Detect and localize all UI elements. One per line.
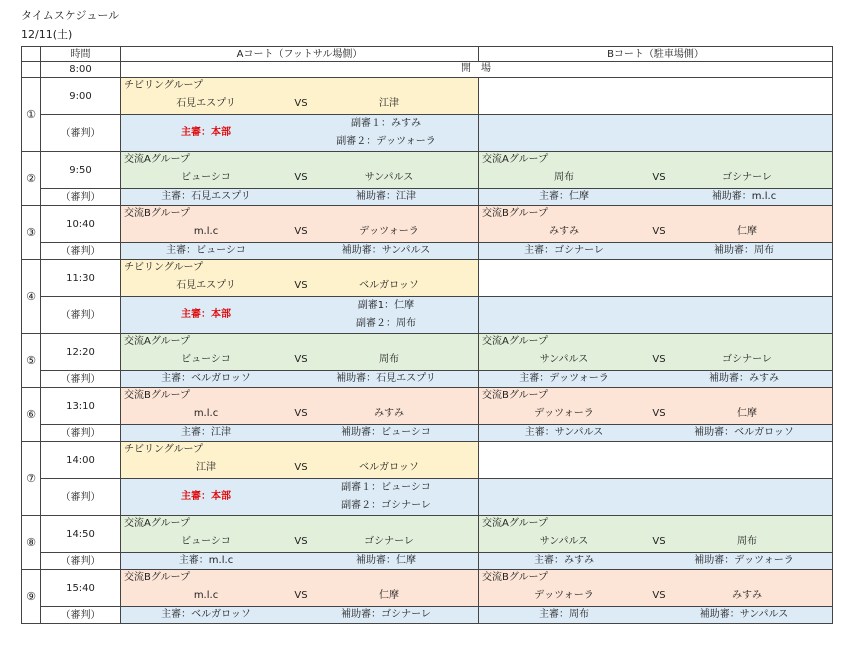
team-2: みすみ — [732, 590, 762, 601]
referee-label: （審判） — [41, 371, 121, 388]
main-referee: 主審：ベルガロッソ — [161, 609, 251, 620]
slot-match-row — [22, 570, 833, 607]
schedule-table — [21, 46, 833, 624]
team-1: デッツォーラ — [534, 408, 594, 419]
group-label: 交流Aグループ — [482, 518, 549, 529]
assistant-referee: 補助審：m.l.c — [711, 191, 777, 202]
vs-label: VS — [652, 590, 666, 601]
main-referee: 主審：サンパルス — [524, 427, 604, 438]
team-1: 石見エスプリ — [176, 98, 236, 109]
group-label: 交流Aグループ — [482, 336, 549, 347]
sub-referee-2: 副審２：デッツォーラ — [336, 136, 436, 147]
main-referee: 主審：江津 — [181, 427, 231, 438]
group-label: 交流Aグループ — [124, 518, 191, 529]
team-2: ゴシナーレ — [722, 354, 772, 365]
slot-number: ⑥ — [22, 388, 41, 442]
vs-label: VS — [652, 408, 666, 419]
group-label: 交流Bグループ — [482, 390, 549, 401]
slot-match-row — [22, 152, 833, 189]
opening-label-1: 開 — [461, 63, 471, 74]
sub-referee-1: 副審1：仁摩 — [357, 300, 415, 311]
court-b-referees — [479, 371, 833, 388]
sub-referee-2: 副審２：ゴシナーレ — [341, 500, 431, 511]
court-a-referees — [121, 425, 479, 442]
court-a-match — [121, 206, 479, 243]
court-b-match — [479, 206, 833, 243]
slot-number: ⑤ — [22, 334, 41, 388]
court-b-referees — [479, 553, 833, 570]
slot-match-row — [22, 206, 833, 243]
opening-row — [22, 62, 833, 78]
main-referee: 主審：本部 — [181, 127, 231, 138]
main-referee: 主審：ベルガロッソ — [161, 373, 251, 384]
referee-label: （審判） — [41, 297, 121, 334]
vs-label: VS — [294, 280, 308, 291]
slot-match-row — [22, 334, 833, 371]
slot-match-row — [22, 78, 833, 115]
slot-referee-row — [22, 297, 833, 334]
slot-time: 14:50 — [41, 516, 121, 553]
sub-referee-2: 副審２：周布 — [356, 318, 416, 329]
group-label: 交流Aグループ — [124, 336, 191, 347]
opening-num — [22, 62, 41, 78]
team-1: m.l.c — [193, 226, 219, 237]
vs-label: VS — [652, 354, 666, 365]
slot-match-row — [22, 442, 833, 479]
slot-time: 13:10 — [41, 388, 121, 425]
team-1: m.l.c — [193, 408, 219, 419]
slot-time: 9:50 — [41, 152, 121, 189]
court-a-match — [121, 152, 479, 189]
court-b-match — [479, 152, 833, 189]
slot-number: ⑨ — [22, 570, 41, 624]
assistant-referee: 補助審：サンパルス — [699, 609, 789, 620]
court-b-match — [479, 570, 833, 607]
slot-time: 14:00 — [41, 442, 121, 479]
slot-time: 9:00 — [41, 78, 121, 115]
referee-label: （審判） — [41, 115, 121, 152]
team-1: 周布 — [554, 172, 574, 183]
slot-referee-row — [22, 607, 833, 624]
court-b-referees — [479, 425, 833, 442]
vs-label: VS — [294, 354, 308, 365]
group-label: 交流Aグループ — [124, 154, 191, 165]
team-1: m.l.c — [193, 590, 219, 601]
header-row — [22, 47, 833, 62]
vs-label: VS — [294, 226, 308, 237]
vs-label: VS — [294, 462, 308, 473]
assistant-referee: 補助審：みすみ — [709, 373, 779, 384]
slot-time: 11:30 — [41, 260, 121, 297]
main-referee: 主審：みすみ — [534, 555, 594, 566]
team-1: デッツォーラ — [534, 590, 594, 601]
referee-label: （審判） — [41, 243, 121, 260]
team-2: みすみ — [374, 408, 404, 419]
opening-label-2: 場 — [481, 63, 491, 74]
court-a-match — [121, 570, 479, 607]
court-a-referees — [121, 243, 479, 260]
court-b-match — [479, 388, 833, 425]
team-2: ベルガロッソ — [359, 462, 419, 473]
slot-time: 15:40 — [41, 570, 121, 607]
assistant-referee: 補助審：ゴシナーレ — [341, 609, 431, 620]
assistant-referee: 補助審：仁摩 — [356, 555, 416, 566]
team-1: 江津 — [196, 462, 216, 473]
court-b-ref-empty — [479, 479, 833, 516]
court-b-match — [479, 516, 833, 553]
main-referee: 主審：仁摩 — [539, 191, 589, 202]
court-a-match — [121, 260, 479, 297]
court-b-referees — [479, 243, 833, 260]
court-a-referees — [121, 607, 479, 624]
slot-number: ② — [22, 152, 41, 206]
slot-match-row — [22, 388, 833, 425]
referee-label: （審判） — [41, 553, 121, 570]
court-b-empty — [479, 260, 833, 297]
slot-referee-row — [22, 243, 833, 260]
court-a-match — [121, 442, 479, 479]
page-title: タイムスケジュール — [21, 9, 120, 22]
court-a-referees — [121, 553, 479, 570]
team-1: 石見エスプリ — [176, 280, 236, 291]
header-blank — [22, 47, 41, 62]
vs-label: VS — [294, 536, 308, 547]
slot-number: ⑦ — [22, 442, 41, 516]
vs-label: VS — [652, 172, 666, 183]
sub-referee-1: 副審１：ビューシコ — [341, 482, 431, 493]
referee-label: （審判） — [41, 607, 121, 624]
team-2: 江津 — [379, 98, 399, 109]
slot-referee-row — [22, 425, 833, 442]
slot-number: ⑧ — [22, 516, 41, 570]
slot-time: 12:20 — [41, 334, 121, 371]
assistant-referee: 補助審：ビューシコ — [341, 427, 431, 438]
court-a-referees — [121, 115, 479, 152]
slot-referee-row — [22, 371, 833, 388]
team-1: ビューシコ — [181, 536, 231, 547]
slot-referee-row — [22, 553, 833, 570]
court-a-match — [121, 78, 479, 115]
slot-time: 10:40 — [41, 206, 121, 243]
court-b-empty — [479, 442, 833, 479]
assistant-referee: 補助審：デッツォーラ — [694, 555, 794, 566]
slot-number: ① — [22, 78, 41, 152]
court-b-ref-empty — [479, 297, 833, 334]
group-label: 交流Aグループ — [482, 154, 549, 165]
slot-referee-row — [22, 115, 833, 152]
vs-label: VS — [294, 590, 308, 601]
court-a-referees — [121, 479, 479, 516]
group-label: 交流Bグループ — [124, 208, 191, 219]
vs-label: VS — [652, 536, 666, 547]
vs-label: VS — [294, 172, 308, 183]
team-1: サンパルス — [539, 354, 589, 365]
header-time: 時間 — [41, 47, 121, 62]
slot-referee-row — [22, 189, 833, 206]
referee-label: （審判） — [41, 479, 121, 516]
vs-label: VS — [294, 408, 308, 419]
team-2: デッツォーラ — [359, 226, 419, 237]
group-label: 交流Bグループ — [482, 572, 549, 583]
team-2: 仁摩 — [737, 408, 757, 419]
group-label: 交流Bグループ — [124, 572, 191, 583]
main-referee: 主審：本部 — [181, 309, 231, 320]
schedule-date: 12/11(土) — [21, 28, 73, 41]
main-referee: 主審：m.l.c — [178, 555, 234, 566]
group-label: 交流Bグループ — [124, 390, 191, 401]
team-1: ビューシコ — [181, 354, 231, 365]
assistant-referee: 補助審：周布 — [714, 245, 774, 256]
team-2: 仁摩 — [737, 226, 757, 237]
team-2: 周布 — [737, 536, 757, 547]
assistant-referee: 補助審：サンパルス — [341, 245, 431, 256]
slot-match-row — [22, 260, 833, 297]
assistant-referee: 補助審：石見エスプリ — [336, 373, 436, 384]
court-a-match — [121, 516, 479, 553]
referee-label: （審判） — [41, 189, 121, 206]
slot-match-row — [22, 516, 833, 553]
court-b-empty — [479, 78, 833, 115]
court-a-match — [121, 388, 479, 425]
court-a-match — [121, 334, 479, 371]
team-2: 仁摩 — [379, 590, 399, 601]
sub-referee-1: 副審１：みすみ — [351, 118, 421, 129]
vs-label: VS — [652, 226, 666, 237]
header-court-b: Bコート（駐車場側） — [479, 47, 833, 62]
main-referee: 主審：ビューシコ — [166, 245, 246, 256]
slot-number: ③ — [22, 206, 41, 260]
header-court-a: Aコート（フットサル場側） — [121, 47, 479, 62]
group-label: チビリングループ — [124, 262, 203, 273]
assistant-referee: 補助審：ベルガロッソ — [694, 427, 794, 438]
team-1: みすみ — [549, 226, 579, 237]
team-2: ベルガロッソ — [359, 280, 419, 291]
main-referee: 主審：ゴシナーレ — [524, 245, 604, 256]
court-a-referees — [121, 371, 479, 388]
team-1: ビューシコ — [181, 172, 231, 183]
team-2: サンパルス — [364, 172, 414, 183]
court-b-match — [479, 334, 833, 371]
slot-number: ④ — [22, 260, 41, 334]
team-1: サンパルス — [539, 536, 589, 547]
group-label: チビリングループ — [124, 80, 203, 91]
referee-label: （審判） — [41, 425, 121, 442]
main-referee: 主審：周布 — [539, 609, 589, 620]
vs-label: VS — [294, 98, 308, 109]
court-b-referees — [479, 607, 833, 624]
opening-time: 8:00 — [41, 62, 121, 78]
court-b-referees — [479, 189, 833, 206]
group-label: 交流Bグループ — [482, 208, 549, 219]
court-b-ref-empty — [479, 115, 833, 152]
main-referee: 主審：本部 — [181, 491, 231, 502]
assistant-referee: 補助審：江津 — [356, 191, 416, 202]
team-2: ゴシナーレ — [722, 172, 772, 183]
group-label: チビリングループ — [124, 444, 203, 455]
team-2: 周布 — [379, 354, 399, 365]
main-referee: 主審：デッツォーラ — [519, 373, 609, 384]
court-a-referees — [121, 297, 479, 334]
court-a-referees — [121, 189, 479, 206]
opening-cell — [121, 62, 833, 78]
team-2: ゴシナーレ — [364, 536, 414, 547]
slot-referee-row — [22, 479, 833, 516]
main-referee: 主審：石見エスプリ — [161, 191, 251, 202]
